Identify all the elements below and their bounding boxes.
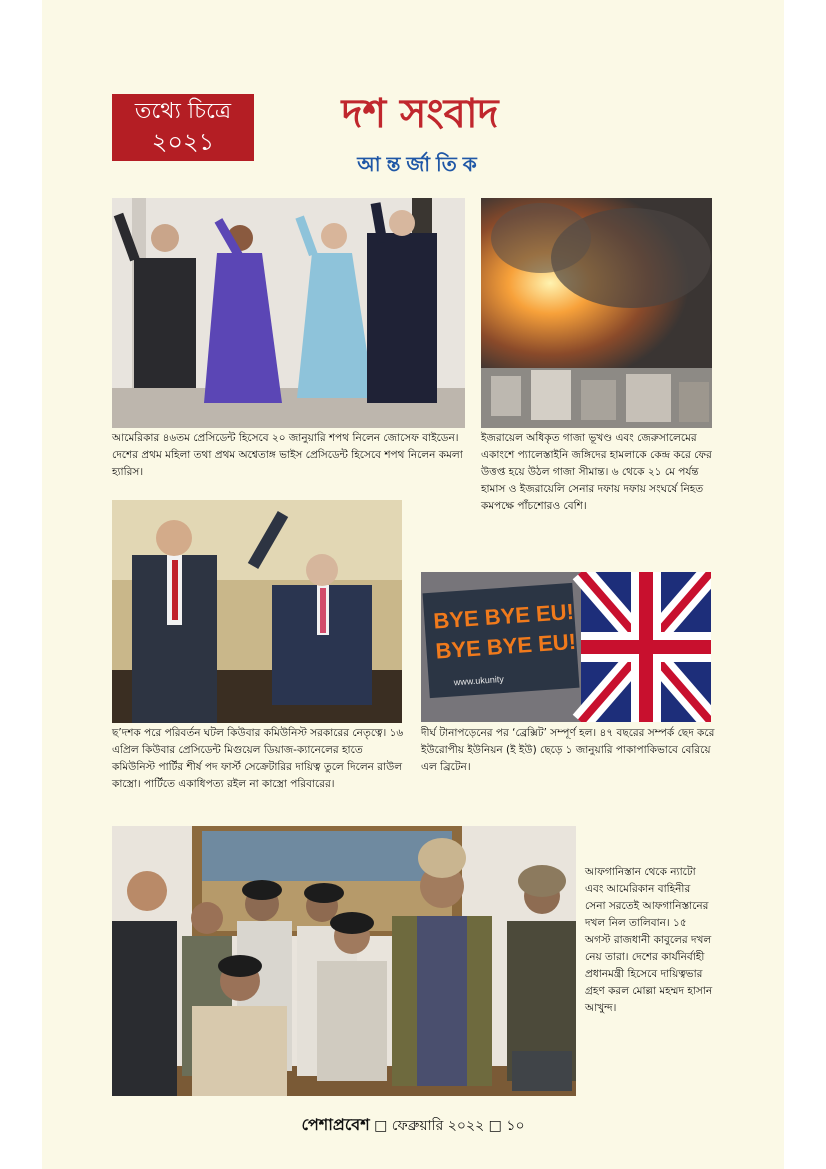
caption-gaza: ইজরায়েল অধিকৃত গাজা ভূখণ্ড এবং জেরুসালেমের একাংশে প্যালেস্তাইনি জঙ্গিদের হামলাকে কেন্দ্র করে ফের উত্তপ্ত হয়ে উঠল গাজা সীমান্ত। ৬ থেকে ২১ মে পর্যন্ত হামাস ও ইজরায়েলি সেনার দফায় দফায় সংঘর্ষে নিহত কমপক্ষে পাঁচশোরও বেশি।	[481, 432, 712, 512]
caption-usa: আমেরিকার ৪৬তম প্রেসিডেন্ট হিসেবে ২০ জানুয়ারি শপথ নিলেন জোসেফ বাইডেন। দেশের প্রথম মহিলা তথা প্রথম অশ্বেতাঙ্গ ভাইস প্রেসিডেন্ট হিসেবে শপথ নিলেন কমলা হ্যারিস।	[112, 432, 463, 478]
footer-sep-1: □	[374, 1118, 388, 1134]
sign-line1: BYE BYE EU!	[432, 598, 575, 634]
photo-taliban-kabul	[112, 826, 576, 1096]
footer-issue: ফেব্রুয়ারি ২০২২	[391, 1118, 485, 1134]
photo-biden-inauguration	[112, 198, 465, 428]
footer-page-number: ১০	[506, 1118, 525, 1134]
page-footer	[0, 1112, 826, 1139]
page-subtitle: আন্তর্জাতিক	[357, 152, 483, 176]
page-title: দশ সংবাদ	[341, 90, 499, 137]
section-badge	[112, 94, 254, 161]
photo-cuba-leaders	[112, 500, 402, 723]
caption-brexit: দীর্ঘ টানাপড়েনের পর ‘ব্রেক্সিট’ সম্পূর্ণ হল। ৪৭ বছরের সম্পর্ক ছেদ করে ইউরোপীয় ইউনিয়ন (ই ইউ) ছেড়ে ১ জানুয়ারি পাকাপাকিভাবে বেরিয়ে এল ব্রিটেন।	[421, 727, 715, 773]
sign-line2: BYE BYE EU!	[434, 628, 577, 664]
badge-year: ২০২১	[151, 128, 215, 156]
footer-sep-2: □	[488, 1118, 502, 1134]
badge-line1: তথ্যে চিত্রে	[134, 99, 232, 124]
caption-cuba: ছ’দশক পরে পরিবর্তন ঘটল কিউবার কমিউনিস্ট সরকারের নেতৃত্বে। ১৬ এপ্রিল কিউবার প্রেসিডেন্ট মিগুয়েল ডিয়াজ-ক্যানেলের হাতে কমিউনিস্ট পার্টির শীর্ষ পদ ফার্স্ট সেক্রেটারির দায়িত্ব তুলে দিলেন রাউল কাস্ত্রো। পার্টিতে একাধিপত্য রইল না কাস্ত্রো পরিবারের।	[112, 727, 404, 790]
sign-url: www.ukunity	[453, 673, 505, 688]
photo-gaza-strike	[481, 198, 712, 428]
caption-afghan: আফগানিস্তান থেকে ন্যাটো এবং আমেরিকান বাহিনীর সেনা সরতেই আফগানিস্তানের দখল নিল তালিবান। ১৫ অগস্ট রাজধানী কাবুলের দখল নেয় তারা। দেশের কার্যনির্বাহী প্রধানমন্ত্রী হিসেবে দায়িত্বভার গ্রহণ করল মোল্লা মহম্মদ হাসান আখুন্দ।	[585, 866, 713, 1014]
photo-brexit-protest	[421, 572, 711, 722]
footer-brand: পেশাপ্রবেশ	[301, 1115, 370, 1134]
